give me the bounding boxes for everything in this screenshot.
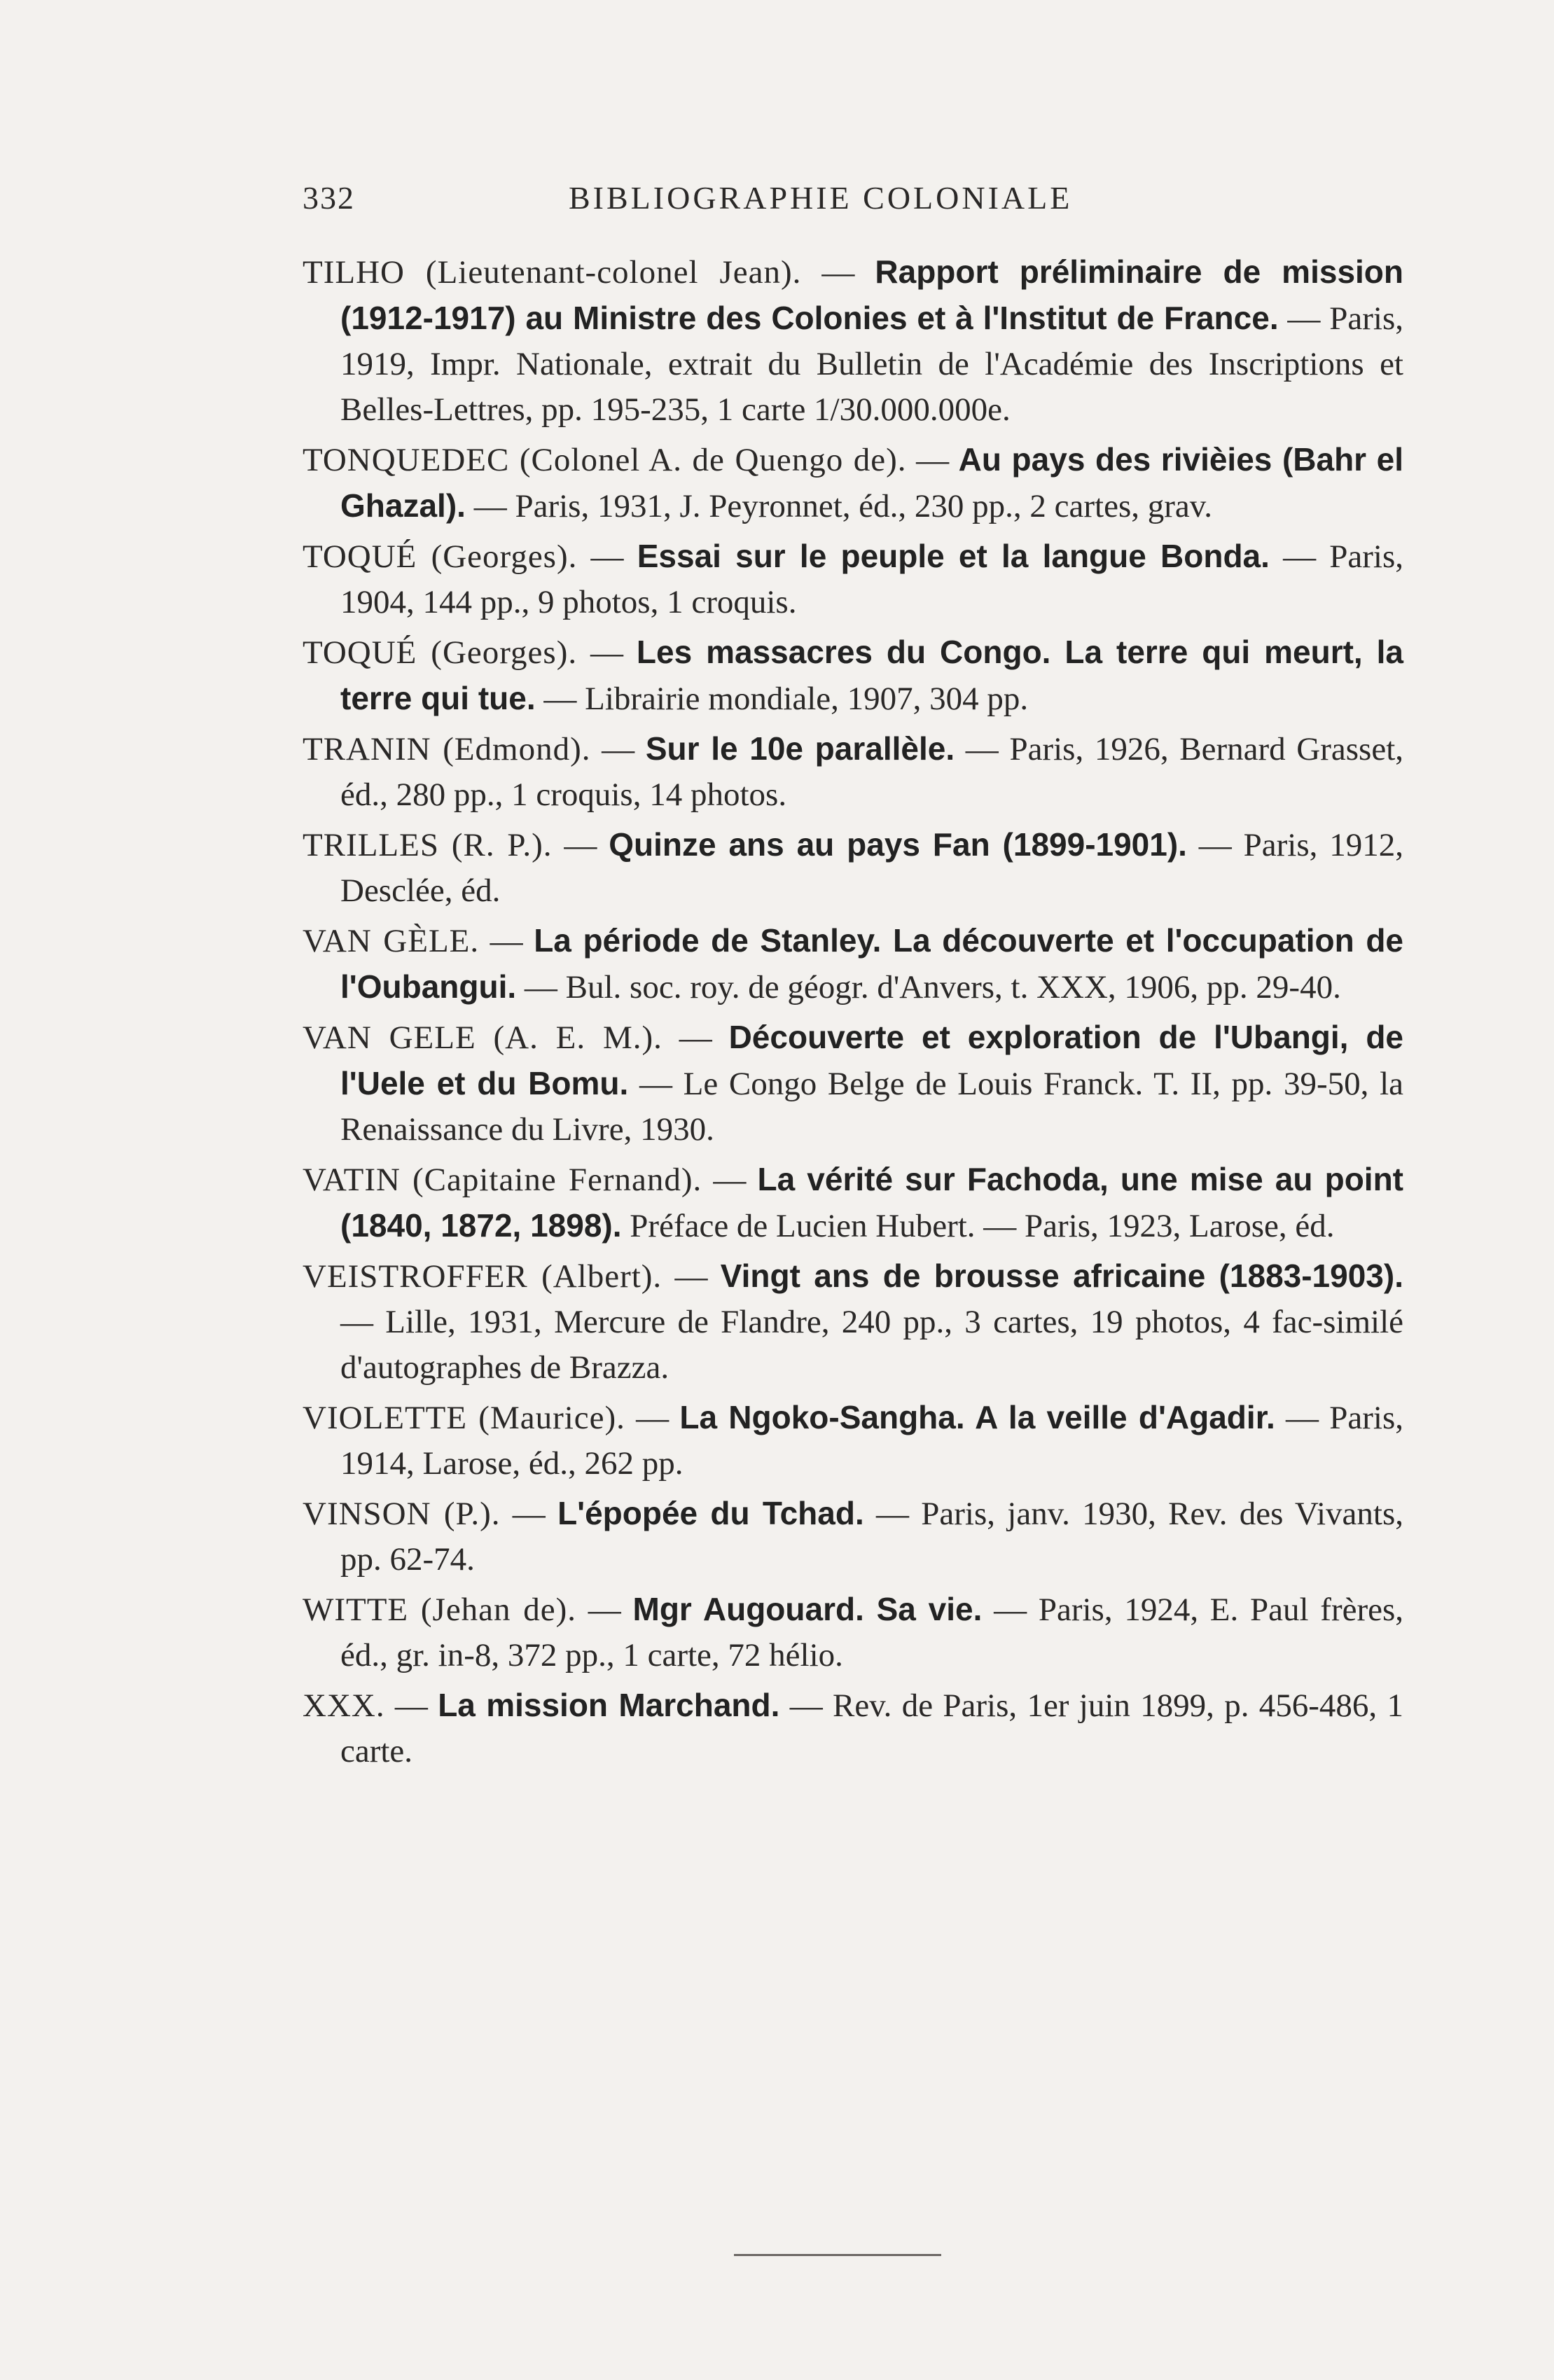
entry-details: Librairie mondiale, 1907, 304 pp. <box>585 681 1029 717</box>
entry-details: Paris, 1919, Impr. Nationale, extrait du Bulletin de l'Académie des Inscriptions et Belles-Lettres, pp. 195-235, 1 carte 1/30.000.000e. <box>340 300 1403 428</box>
entry-author: TOQUÉ (Georges). <box>303 538 578 575</box>
bibliography-entry: TOQUÉ (Georges). — Essai sur le peuple et la langue Bonda. — Paris, 1904, 144 pp., 9 photos, 1 croquis. <box>303 538 1403 620</box>
entry-title: Découverte et exploration de l'Ubangi, de l'Uele et du Bomu. <box>340 1019 1403 1101</box>
bibliography-entry: TILHO (Lieutenant-colonel Jean). — Rapport préliminaire de mission (1912-1917) au Ministre des Colonies et à l'Institut de France. — Paris, 1919, Impr. Nationale, extrait du Bulletin de l'Académie des Inscriptions et Belles-Lettres, pp. 195-235, 1 carte 1/30.000.000e. <box>303 253 1404 428</box>
entry-title: Rapport préliminaire de mission (1912-1917) au Ministre des Colonies et à l'Institut de France. <box>340 253 1404 336</box>
bibliography-entry: TRANIN (Edmond). — Sur le 10e parallèle. — Paris, 1926, Bernard Grasset, éd., 280 pp., 1 croquis, 14 photos. <box>303 730 1403 813</box>
entry-author: VINSON (P.). <box>303 1496 501 1532</box>
entry-details: Paris, 1924, E. Paul frères, éd., gr. in-8, 372 pp., 1 carte, 72 hélio. <box>340 1592 1404 1673</box>
page-header <box>303 171 1402 227</box>
page-number: 332 <box>303 180 355 216</box>
entry-author: WITTE (Jehan de). <box>303 1592 577 1628</box>
entry-author: VIOLETTE (Maurice). <box>303 1400 625 1436</box>
bibliography-entry: TOQUÉ (Georges). — Les massacres du Congo. La terre qui meurt, la terre qui tue. — Librairie mondiale, 1907, 304 pp. <box>303 634 1404 717</box>
entry-title: La mission Marchand. <box>438 1687 780 1723</box>
entry-author: TRANIN (Edmond). <box>303 731 591 767</box>
entry-author: TOQUÉ (Georges). <box>303 634 578 671</box>
bibliography-entry: TRILLES (R. P.). — Quinze ans au pays Fan (1899-1901). — Paris, 1912, Desclée, éd. <box>303 826 1404 909</box>
entry-author: VATIN (Capitaine Fernand). <box>303 1162 702 1198</box>
entry-details: Paris, 1926, Bernard Grasset, éd., 280 pp., 1 croquis, 14 photos. <box>340 731 1403 813</box>
entry-details: Préface de Lucien Hubert. — Paris, 1923, Larose, éd. <box>630 1208 1335 1244</box>
entry-title: La vérité sur Fachoda, une mise au point (1840, 1872, 1898). <box>340 1161 1404 1244</box>
entry-details: Bul. soc. roy. de géogr. d'Anvers, t. XXX, 1906, pp. 29-40. <box>565 969 1341 1005</box>
entry-details: Paris, 1931, J. Peyronnet, éd., 230 pp., 2 cartes, grav. <box>515 488 1212 524</box>
entry-details: Paris, 1914, Larose, éd., 262 pp. <box>340 1400 1404 1482</box>
entry-title: La Ngoko-Sangha. A la veille d'Agadir. <box>679 1399 1275 1435</box>
bibliography-entry: XXX. — La mission Marchand. — Rev. de Paris, 1er juin 1899, p. 456-486, 1 carte. <box>303 1687 1403 1769</box>
bibliography-entry: VEISTROFFER (Albert). — Vingt ans de brousse africaine (1883-1903). — Lille, 1931, Mercure de Flandre, 240 pp., 3 cartes, 19 photos, 4 fac-similé d'autographes de Brazza. <box>303 1258 1403 1386</box>
entry-title: Sur le 10e parallèle. <box>645 730 955 767</box>
entry-title: Essai sur le peuple et la langue Bonda. <box>637 538 1270 574</box>
entry-author: TILHO (Lieutenant-colonel Jean). <box>303 254 802 291</box>
entry-title: Vingt ans de brousse africaine (1883-1903). <box>720 1258 1403 1294</box>
entry-details: Paris, janv. 1930, Rev. des Vivants, pp. 62-74. <box>340 1496 1404 1578</box>
entry-title: Au pays des rivièies (Bahr el Ghazal). <box>340 441 1404 524</box>
entry-details: Lille, 1931, Mercure de Flandre, 240 pp., 3 cartes, 19 photos, 4 fac-similé d'autographes de Brazza. <box>340 1304 1403 1386</box>
entry-title: Les massacres du Congo. La terre qui meurt, la terre qui tue. <box>340 634 1404 716</box>
running-title: BIBLIOGRAPHIE COLONIALE <box>569 180 1073 216</box>
entry-author: XXX. <box>303 1687 385 1724</box>
end-rule <box>734 2254 941 2256</box>
entry-title: Quinze ans au pays Fan (1899-1901). <box>609 826 1187 863</box>
entry-author: VAN GELE (A. E. M.). <box>303 1019 662 1056</box>
bibliography-entry: VATIN (Capitaine Fernand). — La vérité sur Fachoda, une mise au point (1840, 1872, 1898). Préface de Lucien Hubert. — Paris, 1923, Larose, éd. <box>303 1161 1404 1244</box>
bibliography-entry: VAN GÈLE. — La période de Stanley. La découverte et l'occupation de l'Oubangui. — Bul. soc. roy. de géogr. d'Anvers, t. XXX, 1906, pp. 29-40. <box>303 922 1403 1005</box>
bibliography-entry: VAN GELE (A. E. M.). — Découverte et exploration de l'Ubangi, de l'Uele et du Bomu. — Le Congo Belge de Louis Franck. T. II, pp. 39-50, la Renaissance du Livre, 1930. <box>303 1019 1403 1148</box>
entry-details: Le Congo Belge de Louis Franck. T. II, pp. 39-50, la Renaissance du Livre, 1930. <box>340 1066 1403 1148</box>
entry-title: L'épopée du Tchad. <box>557 1495 864 1531</box>
entry-details: Paris, 1904, 144 pp., 9 photos, 1 croquis. <box>340 538 1403 620</box>
entry-author: VAN GÈLE. <box>303 923 480 959</box>
bibliography-entry: TONQUEDEC (Colonel A. de Quengo de). — Au pays des rivièies (Bahr el Ghazal). — Paris, 1931, J. Peyronnet, éd., 230 pp., 2 cartes, grav. <box>303 441 1404 524</box>
entry-details: Rev. de Paris, 1er juin 1899, p. 456-486, 1 carte. <box>340 1687 1403 1769</box>
entry-title: Mgr Augouard. Sa vie. <box>632 1591 983 1627</box>
bibliography-entry: VIOLETTE (Maurice). — La Ngoko-Sangha. A la veille d'Agadir. — Paris, 1914, Larose, éd., 262 pp. <box>303 1399 1404 1482</box>
bibliography-entry: VINSON (P.). — L'épopée du Tchad. — Paris, janv. 1930, Rev. des Vivants, pp. 62-74. <box>303 1495 1404 1578</box>
entry-details: Paris, 1912, Desclée, éd. <box>340 827 1404 909</box>
entry-author: TONQUEDEC (Colonel A. de Quengo de). <box>303 442 907 478</box>
entry-author: TRILLES (R. P.). <box>303 827 553 863</box>
entry-title: La période de Stanley. La découverte et l'occupation de l'Oubangui. <box>340 922 1403 1005</box>
entry-author: VEISTROFFER (Albert). <box>303 1258 662 1295</box>
bibliography-list <box>303 249 1403 1779</box>
bibliography-entry: WITTE (Jehan de). — Mgr Augouard. Sa vie. — Paris, 1924, E. Paul frères, éd., gr. in-8, 372 pp., 1 carte, 72 hélio. <box>303 1591 1404 1673</box>
